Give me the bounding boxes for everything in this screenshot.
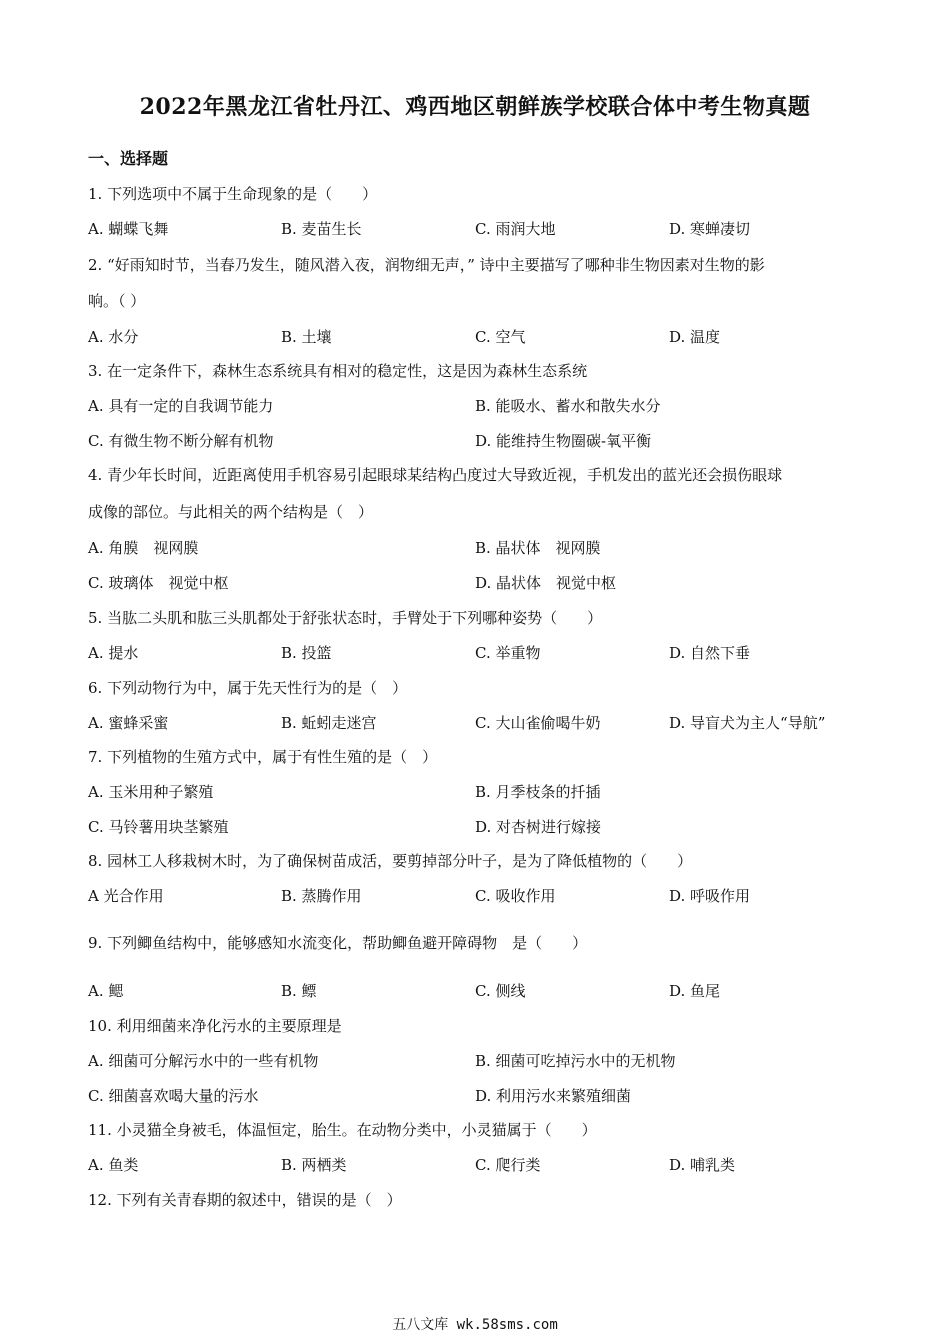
q10-option-b: B. 细菌可吃掉污水中的无机物	[475, 1052, 676, 1070]
q7-option-b: B. 月季枝条的扦插	[475, 783, 601, 801]
q1-option-a: A. 蝴蝶飞舞	[88, 220, 169, 238]
q1-option-b: B. 麦苗生长	[281, 220, 362, 238]
q6-option-d: D. 导盲犬为主人“导航”	[669, 714, 826, 732]
q4-option-c: C. 玻璃体 视觉中枢	[88, 574, 229, 592]
footer-watermark: 五八文库 wk.58sms.com	[392, 1317, 558, 1333]
q9-option-a: A. 鳃	[88, 982, 124, 1000]
q10-option-c: C. 细菌喜欢喝大量的污水	[88, 1087, 259, 1105]
q8-option-a: A 光合作用	[88, 887, 164, 905]
question-9-stem: 9. 下列鲫鱼结构中，能够感知水流变化，帮助鲫鱼避开障碍物 是（ ）	[88, 934, 588, 952]
q3-option-b: B. 能吸水、蓄水和散失水分	[475, 397, 661, 415]
question-7-stem: 7. 下列植物的生殖方式中，属于有性生殖的是（ ）	[88, 748, 438, 766]
q3-option-c: C. 有微生物不断分解有机物	[88, 432, 274, 450]
q6-option-a: A. 蜜蜂采蜜	[88, 714, 169, 732]
q8-option-b: B. 蒸腾作用	[281, 887, 362, 905]
q9-option-c: C. 侧线	[475, 982, 526, 1000]
q6-option-c: C. 大山雀偷喝牛奶	[475, 714, 601, 732]
q8-option-d: D. 呼吸作用	[669, 887, 751, 905]
question-1-stem: 1. 下列选项中不属于生命现象的是（ ）	[88, 185, 378, 203]
question-4-stem: 4. 青少年长时间，近距离使用手机容易引起眼球某结构凸度过大导致近视，手机发出的蓝光还会损伤眼球	[88, 466, 783, 484]
page-title: 2022年黑龙江省牡丹江、鸡西地区朝鲜族学校联合体中考生物真题	[139, 94, 811, 120]
q11-option-b: B. 两栖类	[281, 1156, 347, 1174]
question-10-stem: 10. 利用细菌来净化污水的主要原理是	[88, 1017, 342, 1035]
q10-option-a: A. 细菌可分解污水中的一些有机物	[88, 1052, 319, 1070]
q9-option-d: D. 鱼尾	[669, 982, 721, 1000]
q2-option-c: C. 空气	[475, 328, 526, 346]
q11-option-d: D. 哺乳类	[669, 1156, 736, 1174]
q7-option-c: C. 马铃薯用块茎繁殖	[88, 818, 229, 836]
question-8-stem: 8. 园林工人移栽树木时，为了确保树苗成活，要剪掉部分叶子，是为了降低植物的（ ）	[88, 852, 693, 870]
q11-option-a: A. 鱼类	[88, 1156, 139, 1174]
question-2-stem-cont: 响。（ ）	[88, 292, 146, 310]
question-12-stem: 12. 下列有关青春期的叙述中，错误的是（ ）	[88, 1191, 402, 1209]
q4-option-b: B. 晶状体 视网膜	[475, 539, 601, 557]
q5-option-b: B. 投篮	[281, 644, 332, 662]
question-5-stem: 5. 当肱二头肌和肱三头肌都处于舒张状态时，手臂处于下列哪种姿势（ ）	[88, 609, 603, 627]
question-11-stem: 11. 小灵猫全身被毛，体温恒定，胎生。在动物分类中，小灵猫属于（ ）	[88, 1121, 597, 1139]
question-3-stem: 3. 在一定条件下，森林生态系统具有相对的稳定性，这是因为森林生态系统	[88, 362, 588, 380]
q5-option-d: D. 自然下垂	[669, 644, 751, 662]
q11-option-c: C. 爬行类	[475, 1156, 541, 1174]
question-6-stem: 6. 下列动物行为中，属于先天性行为的是（ ）	[88, 679, 408, 697]
q6-option-b: B. 蚯蚓走迷宫	[281, 714, 377, 732]
q8-option-c: C. 吸收作用	[475, 887, 556, 905]
q3-option-d: D. 能维持生物圈碳-氧平衡	[475, 432, 652, 450]
q1-option-c: C. 雨润大地	[475, 220, 556, 238]
q2-option-d: D. 温度	[669, 328, 721, 346]
q5-option-c: C. 举重物	[475, 644, 541, 662]
q9-option-b: B. 鳔	[281, 982, 317, 1000]
q4-option-a: A. 角膜 视网膜	[88, 539, 199, 557]
question-4-stem-cont: 成像的部位。与此相关的两个结构是（ ）	[88, 503, 374, 521]
q7-option-a: A. 玉米用种子繁殖	[88, 783, 214, 801]
q3-option-a: A. 具有一定的自我调节能力	[88, 397, 274, 415]
q5-option-a: A. 提水	[88, 644, 139, 662]
q1-option-d: D. 寒蝉凄切	[669, 220, 751, 238]
q10-option-d: D. 利用污水来繁殖细菌	[475, 1087, 632, 1105]
q7-option-d: D. 对杏树进行嫁接	[475, 818, 602, 836]
q2-option-a: A. 水分	[88, 328, 139, 346]
q4-option-d: D. 晶状体 视觉中枢	[475, 574, 617, 592]
q2-option-b: B. 土壤	[281, 328, 332, 346]
question-2-stem: 2. “好雨知时节，当春乃发生，随风潜入夜，润物细无声，” 诗中主要描写了哪种非生物因素对生物的影	[88, 256, 765, 274]
section-title: 一、选择题	[88, 149, 169, 168]
